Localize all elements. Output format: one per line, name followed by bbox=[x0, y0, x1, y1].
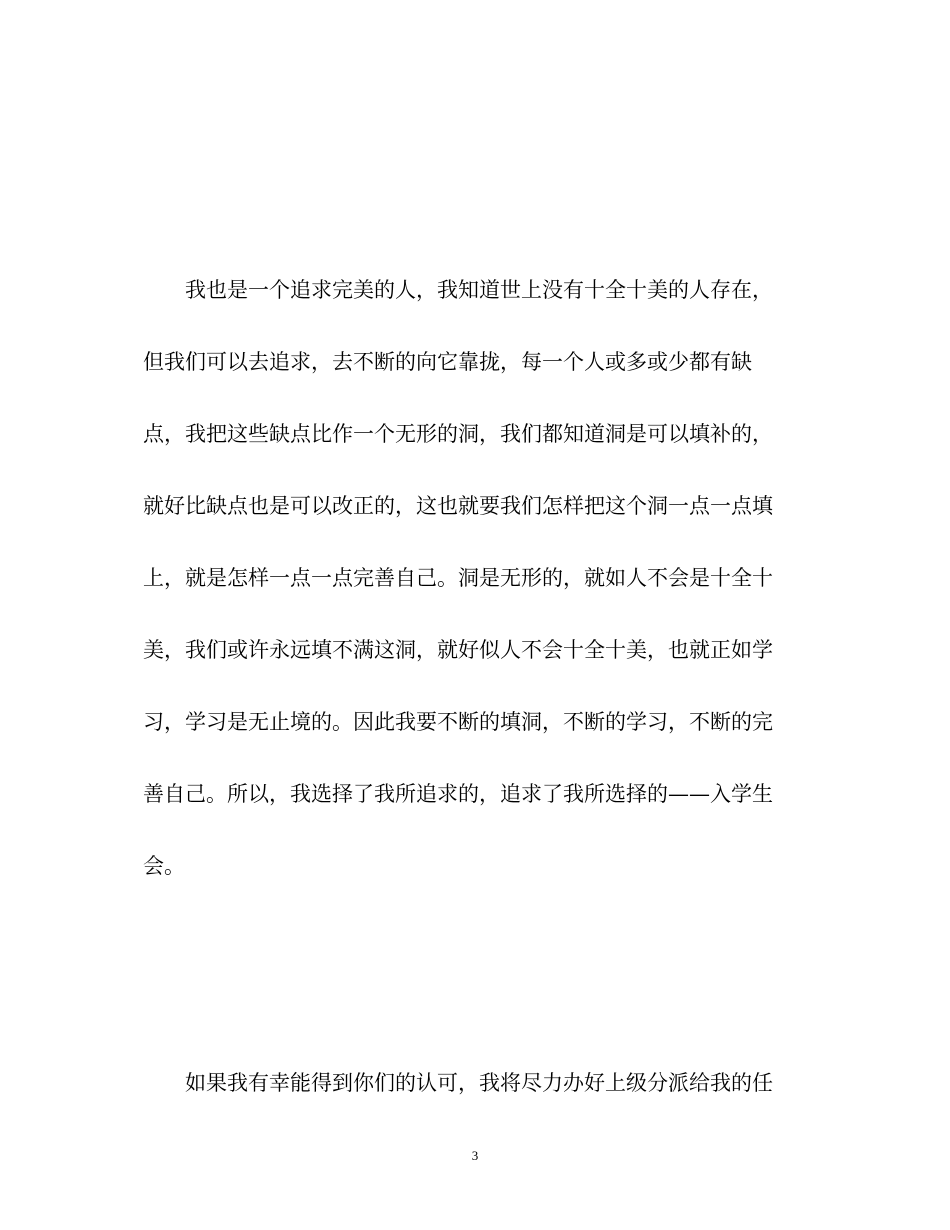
paragraph-line: 善自己。所以，我选择了我所追求的，追求了我所选择的——入学生 bbox=[143, 782, 773, 806]
paragraph-line: 但我们可以去追求，去不断的向它靠拢，每一个人或多或少都有缺 bbox=[143, 350, 752, 374]
paragraph-line: 点，我把这些缺点比作一个无形的洞，我们都知道洞是可以填补的， bbox=[143, 422, 773, 446]
page-number: 3 bbox=[471, 1148, 479, 1163]
paragraph-line: 就好比缺点也是可以改正的，这也就要我们怎样把这个洞一点一点填 bbox=[143, 494, 773, 518]
paragraph-line: 习，学习是无止境的。因此我要不断的填洞，不断的学习，不断的完 bbox=[143, 710, 773, 734]
paragraph-line: 如果我有幸能得到你们的认可，我将尽力办好上级分派给我的任 bbox=[185, 1071, 773, 1095]
paragraph-line: 会。 bbox=[143, 854, 185, 878]
paragraph-line: 上，就是怎样一点一点完善自己。洞是无形的，就如人不会是十全十 bbox=[143, 566, 773, 590]
paragraph-line: 我也是一个追求完美的人，我知道世上没有十全十美的人存在， bbox=[185, 278, 773, 302]
paragraph-line: 美，我们或许永远填不满这洞，就好似人不会十全十美，也就正如学 bbox=[143, 638, 773, 662]
